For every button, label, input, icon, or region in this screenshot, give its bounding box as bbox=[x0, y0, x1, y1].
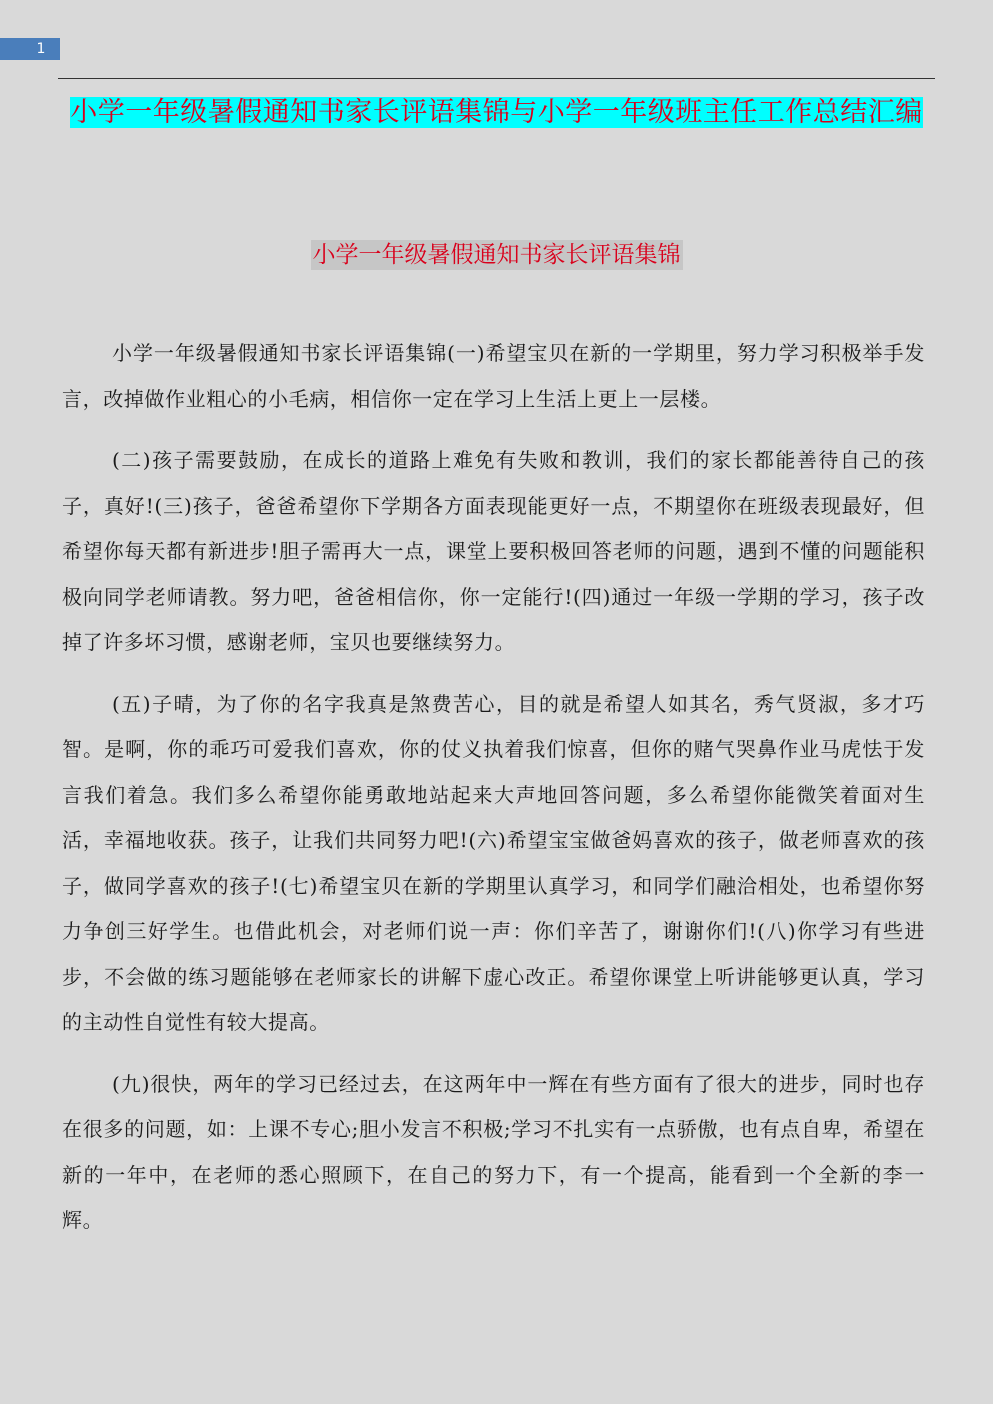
header-divider bbox=[58, 78, 935, 79]
body-paragraph: (二)孩子需要鼓励，在成长的道路上难免有失败和教训，我们的家长都能善待自己的孩子，真好!(三)孩子，爸爸希望你下学期各方面表现能更好一点，不期望你在班级表现最好，但希望你每天都有新进步!胆子需再大一点，课堂上要积极回答老师的问题，遇到不懂的问题能积极向同学老师请教。努力吧，爸爸相信你，你一定能行!(四)通过一年级一学期的学习，孩子改掉了许多坏习惯，感谢老师，宝贝也要继续努力。 bbox=[62, 448, 925, 654]
body-paragraph: (五)子晴，为了你的名字我真是煞费苦心，目的就是希望人如其名，秀气贤淑，多才巧智。是啊，你的乖巧可爱我们喜欢，你的仗义执着我们惊喜，但你的赌气哭鼻作业马虎怯于发言我们着急。我们多么希望你能勇敢地站起来大声地回答问题，多么希望你能微笑着面对生活，幸福地收获。孩子，让我们共同努力吧!(六)希望宝宝做爸妈喜欢的孩子，做老师喜欢的孩子，做同学喜欢的孩子!(七)希望宝贝在新的学期里认真学习，和同学们融洽相处，也希望你努力争创三好学生。也借此机会，对老师们说一声：你们辛苦了，谢谢你们!(八)你学习有些进步，不会做的练习题能够在老师家长的讲解下虚心改正。希望你课堂上听讲能够更认真，学习的主动性自觉性有较大提高。 bbox=[62, 691, 925, 1034]
document-title bbox=[68, 94, 925, 132]
page-number-badge bbox=[0, 38, 60, 60]
body-paragraph: 小学一年级暑假通知书家长评语集锦(一)希望宝贝在新的一学期里，努力学习积极举手发言，改掉做作业粗心的小毛病，相信你一定在学习上生活上更上一层楼。 bbox=[62, 341, 925, 411]
section-title bbox=[68, 238, 925, 272]
section-title-text: 小学一年级暑假通知书家长评语集锦 bbox=[312, 242, 681, 268]
body-paragraph: (九)很快，两年的学习已经过去，在这两年中一辉在有些方面有了很大的进步，同时也存在很多的问题，如：上课不专心;胆小发言不积极;学习不扎实有一点骄傲，也有点自卑，希望在新的一年中，在老师的悉心照顾下，在自己的努力下，有一个提高，能看到一个全新的李一辉。 bbox=[62, 1071, 925, 1232]
document-title-text: 小学一年级暑假通知书家长评语集锦与小学一年级班主任工作总结汇编 bbox=[70, 97, 923, 128]
page-number: 1 bbox=[36, 41, 46, 57]
document-body bbox=[62, 331, 925, 1260]
